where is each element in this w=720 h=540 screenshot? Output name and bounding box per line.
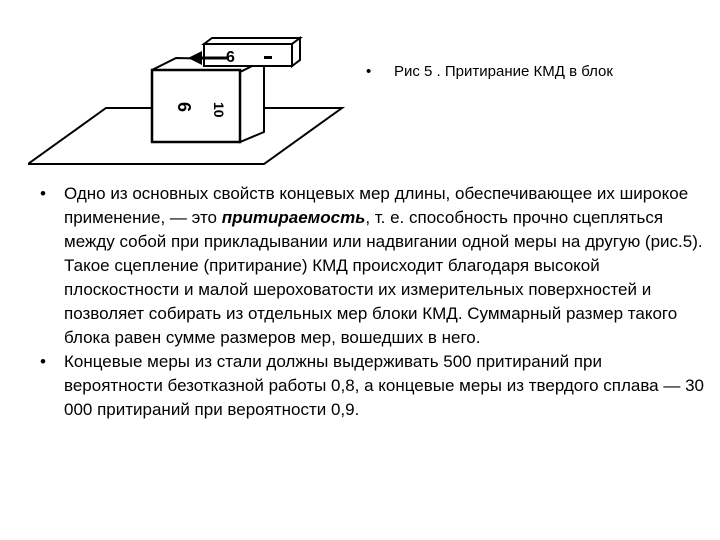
caption-text: Рис 5 . Притирание КМД в блок: [394, 63, 613, 80]
side-face-label: 10: [211, 102, 227, 118]
caption-bullet: •: [366, 63, 372, 80]
paragraph-bullet: •: [40, 184, 46, 203]
small-block-front: [204, 44, 292, 66]
paragraph-text-start: Одно из основных свойств концевых мер длины, обеспечивающее их широкое применение, — это: [64, 184, 689, 227]
small-block-end: [292, 38, 300, 66]
paragraph-text: Концевые меры из стали должны выдерживать 500 притираний при вероятности безотказной работы 0,8, а концевые меры из твердого сплава — 30 000 притираний при вероятности 0,9.: [64, 352, 704, 419]
front-face-label: 6: [174, 102, 194, 113]
paragraph-lapping-durability: [40, 350, 705, 422]
emphasized-term: притираемость: [221, 208, 366, 227]
gauge-block-illustration: [28, 30, 348, 170]
paragraph-text-end: , т. е. способность прочно сцепляться между собой при прикладывании или надвигании одной меры на другую (рис.5). Такое сцепление (притирание) КМД происходит благодаря высокой плоскостности и малой шероховатости их измерительных поверхностей и позволяет собирать из отдельных мер блоки КМД. Суммарный размер такого блока равен сумме размеров мер, вошедших в него.: [64, 208, 703, 347]
top-block-label: 6: [226, 49, 235, 66]
paragraph-lapping-property: [40, 182, 705, 350]
body-text: [40, 182, 705, 422]
paragraph-bullet: •: [40, 352, 46, 371]
large-block-side: [240, 60, 264, 142]
